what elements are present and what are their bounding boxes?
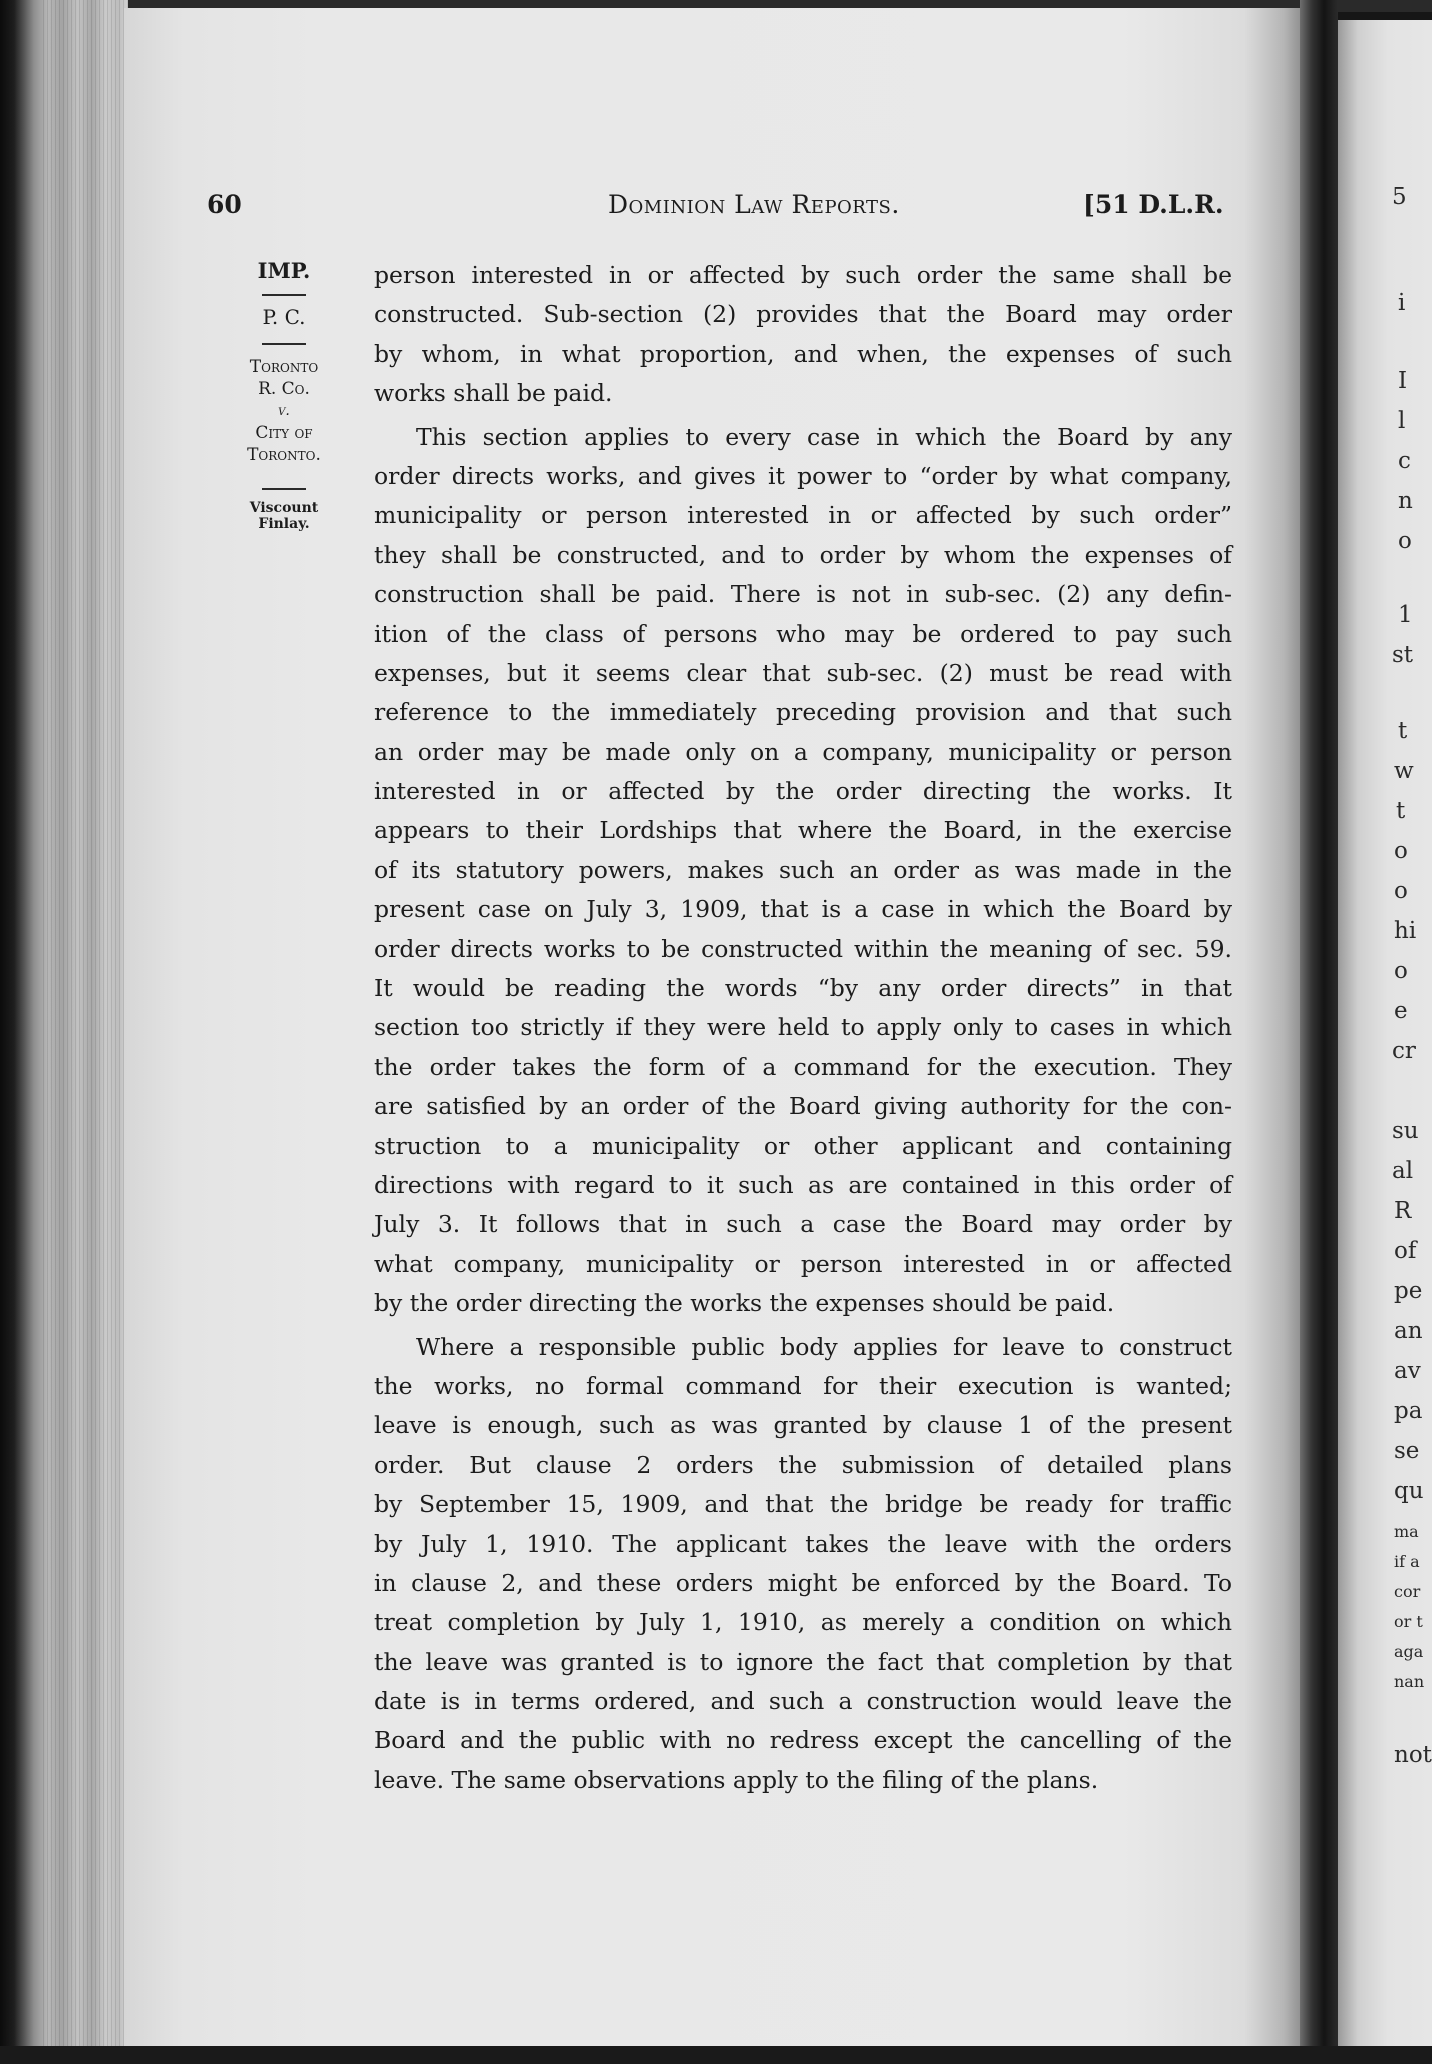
facing-page-fragment: aga bbox=[1394, 1642, 1424, 1661]
body-line: interested in or affected by the order directing the works. It bbox=[374, 777, 1232, 806]
court-label: IMP. bbox=[257, 258, 311, 283]
facing-page-fragment: hi bbox=[1394, 918, 1417, 944]
facing-page-fragment: n bbox=[1398, 488, 1413, 514]
book-page-edge-lines bbox=[40, 0, 128, 2064]
body-line: July 3. It follows that in such a case the Board may order by bbox=[374, 1210, 1232, 1239]
side-rule-1 bbox=[262, 294, 306, 296]
facing-page-fragment: l bbox=[1398, 408, 1406, 434]
body-line: construction shall be paid. There is not in sub-sec. (2) any defin- bbox=[374, 580, 1232, 609]
body-line: reference to the immediately preceding provision and that such bbox=[374, 698, 1232, 727]
body-line: in clause 2, and these orders might be enforced by the Board. To bbox=[374, 1568, 1232, 1597]
facing-page-fragment: qu bbox=[1394, 1478, 1424, 1504]
facing-page-fragment: I bbox=[1398, 368, 1408, 394]
body-line: the works, no formal command for their execution is wanted; bbox=[374, 1371, 1232, 1400]
judge-line-1: Viscount bbox=[249, 500, 319, 516]
body-line: what company, municipality or person interested in or affected bbox=[374, 1249, 1232, 1278]
facing-page-fragment: su bbox=[1392, 1118, 1419, 1144]
body-line: ition of the class of persons who may be ordered to pay such bbox=[374, 619, 1232, 648]
facing-page-fragment: o bbox=[1394, 838, 1408, 864]
scanner-bottom-border bbox=[0, 2046, 1432, 2064]
body-line: are satisfied by an order of the Board giving authority for the con- bbox=[374, 1092, 1232, 1121]
body-line: constructed. Sub-section (2) provides that the Board may order bbox=[374, 300, 1232, 329]
case-name-versus: v. bbox=[278, 403, 290, 419]
side-rule-2 bbox=[262, 343, 306, 345]
running-title: Dominion Law Reports. bbox=[608, 190, 900, 219]
body-line: It would be reading the words “by any order directs” in that bbox=[374, 974, 1232, 1003]
facing-page-fragment: of bbox=[1394, 1238, 1417, 1264]
body-line: This section applies to every case in which the Board by any bbox=[416, 422, 1232, 451]
volume-reference: [51 D.L.R. bbox=[1083, 190, 1224, 219]
body-line: they shall be constructed, and to order by whom the expenses of bbox=[374, 540, 1232, 569]
facing-page-fragment: an bbox=[1394, 1318, 1423, 1344]
body-line: leave is enough, such as was granted by clause 1 of the present bbox=[374, 1411, 1232, 1440]
body-line: the order takes the form of a command for the execution. They bbox=[374, 1052, 1232, 1081]
body-line: struction to a municipality or other applicant and containing bbox=[374, 1131, 1232, 1160]
facing-page-fragment: o bbox=[1394, 878, 1408, 904]
body-line: an order may be made only on a company, municipality or person bbox=[374, 737, 1232, 766]
case-name-line-1: Toronto bbox=[249, 357, 319, 377]
facing-page-fragment: cor bbox=[1394, 1582, 1421, 1601]
facing-page-fragment: 5 bbox=[1392, 184, 1407, 210]
facing-page-fragment: av bbox=[1394, 1358, 1421, 1384]
facing-page-fragment: t bbox=[1396, 798, 1406, 824]
body-line: treat completion by July 1, 1910, as merely a condition on which bbox=[374, 1608, 1232, 1637]
body-line: works shall be paid. bbox=[374, 379, 613, 408]
body-line: the leave was granted is to ignore the fact that completion by that bbox=[374, 1647, 1232, 1676]
judge-note bbox=[226, 500, 342, 532]
page-number: 60 bbox=[207, 190, 242, 219]
body-line: order directs works to be constructed within the meaning of sec. 59. bbox=[374, 934, 1232, 963]
facing-page-fragment: o bbox=[1398, 528, 1412, 554]
division-label: P. C. bbox=[262, 305, 306, 329]
body-line: municipality or person interested in or affected by such order” bbox=[374, 501, 1232, 530]
facing-page-fragment: nan bbox=[1394, 1672, 1425, 1691]
body-line: directions with regard to it such as are contained in this order of bbox=[374, 1170, 1232, 1199]
body-line: section too strictly if they were held to apply only to cases in which bbox=[374, 1013, 1232, 1042]
facing-page-fragment: c bbox=[1398, 448, 1411, 474]
facing-page-fragment: pe bbox=[1394, 1278, 1423, 1304]
facing-page-fragment: st bbox=[1392, 642, 1414, 668]
body-line: appears to their Lordships that where the Board, in the exercise bbox=[374, 816, 1232, 845]
body-line: Where a responsible public body applies for leave to construct bbox=[416, 1332, 1232, 1361]
facing-page-fragment: w bbox=[1394, 758, 1414, 784]
body-text bbox=[374, 256, 1232, 1800]
facing-page-fragment: cr bbox=[1392, 1038, 1416, 1064]
body-line: order. But clause 2 orders the submission of detailed plans bbox=[374, 1450, 1232, 1479]
body-line: present case on July 3, 1909, that is a case in which the Board by bbox=[374, 895, 1232, 924]
body-line: by the order directing the works the expenses should be paid. bbox=[374, 1289, 1115, 1318]
body-line: of its statutory powers, makes such an order as was made in the bbox=[374, 855, 1232, 884]
facing-page-fragment: i bbox=[1398, 290, 1406, 316]
facing-page-fragment: o bbox=[1394, 958, 1408, 984]
judge-line-2: Finlay. bbox=[258, 516, 310, 532]
body-line: by September 15, 1909, and that the bridge be ready for traffic bbox=[374, 1490, 1232, 1519]
body-line: expenses, but it seems clear that sub-sec. (2) must be read with bbox=[374, 658, 1232, 687]
facing-page-fragment: e bbox=[1394, 998, 1408, 1024]
body-line: leave. The same observations apply to the filing of the plans. bbox=[374, 1765, 1099, 1794]
body-line: by July 1, 1910. The applicant takes the leave with the orders bbox=[374, 1529, 1232, 1558]
side-rule-3 bbox=[262, 488, 306, 490]
facing-page-fragment: or t bbox=[1394, 1612, 1423, 1631]
case-name-line-4: Toronto. bbox=[247, 445, 321, 465]
case-name-line-2: R. Co. bbox=[258, 379, 310, 399]
body-line: Board and the public with no redress except the cancelling of the bbox=[374, 1726, 1232, 1755]
facing-page-fragment: not bbox=[1394, 1742, 1432, 1768]
case-name-note bbox=[226, 356, 342, 466]
facing-page-fragment: 1 bbox=[1398, 602, 1413, 628]
facing-page-fragment: if a bbox=[1394, 1552, 1420, 1571]
body-line: date is in terms ordered, and such a construction would leave the bbox=[374, 1687, 1232, 1716]
facing-page-fragment: ma bbox=[1394, 1522, 1419, 1541]
facing-page-fragment: se bbox=[1394, 1438, 1420, 1464]
body-line: person interested in or affected by such order the same shall be bbox=[374, 261, 1232, 289]
facing-page-fragment: t bbox=[1398, 718, 1408, 744]
case-name-line-3: City of bbox=[255, 423, 313, 443]
body-line: by whom, in what proportion, and when, the expenses of such bbox=[374, 339, 1232, 368]
book-gutter bbox=[1300, 0, 1338, 2064]
body-line: order directs works, and gives it power to “order by what company, bbox=[374, 461, 1232, 490]
facing-page-fragment: pa bbox=[1394, 1398, 1423, 1424]
facing-page-fragment: al bbox=[1392, 1158, 1414, 1184]
facing-page-fragment: R bbox=[1394, 1198, 1412, 1224]
